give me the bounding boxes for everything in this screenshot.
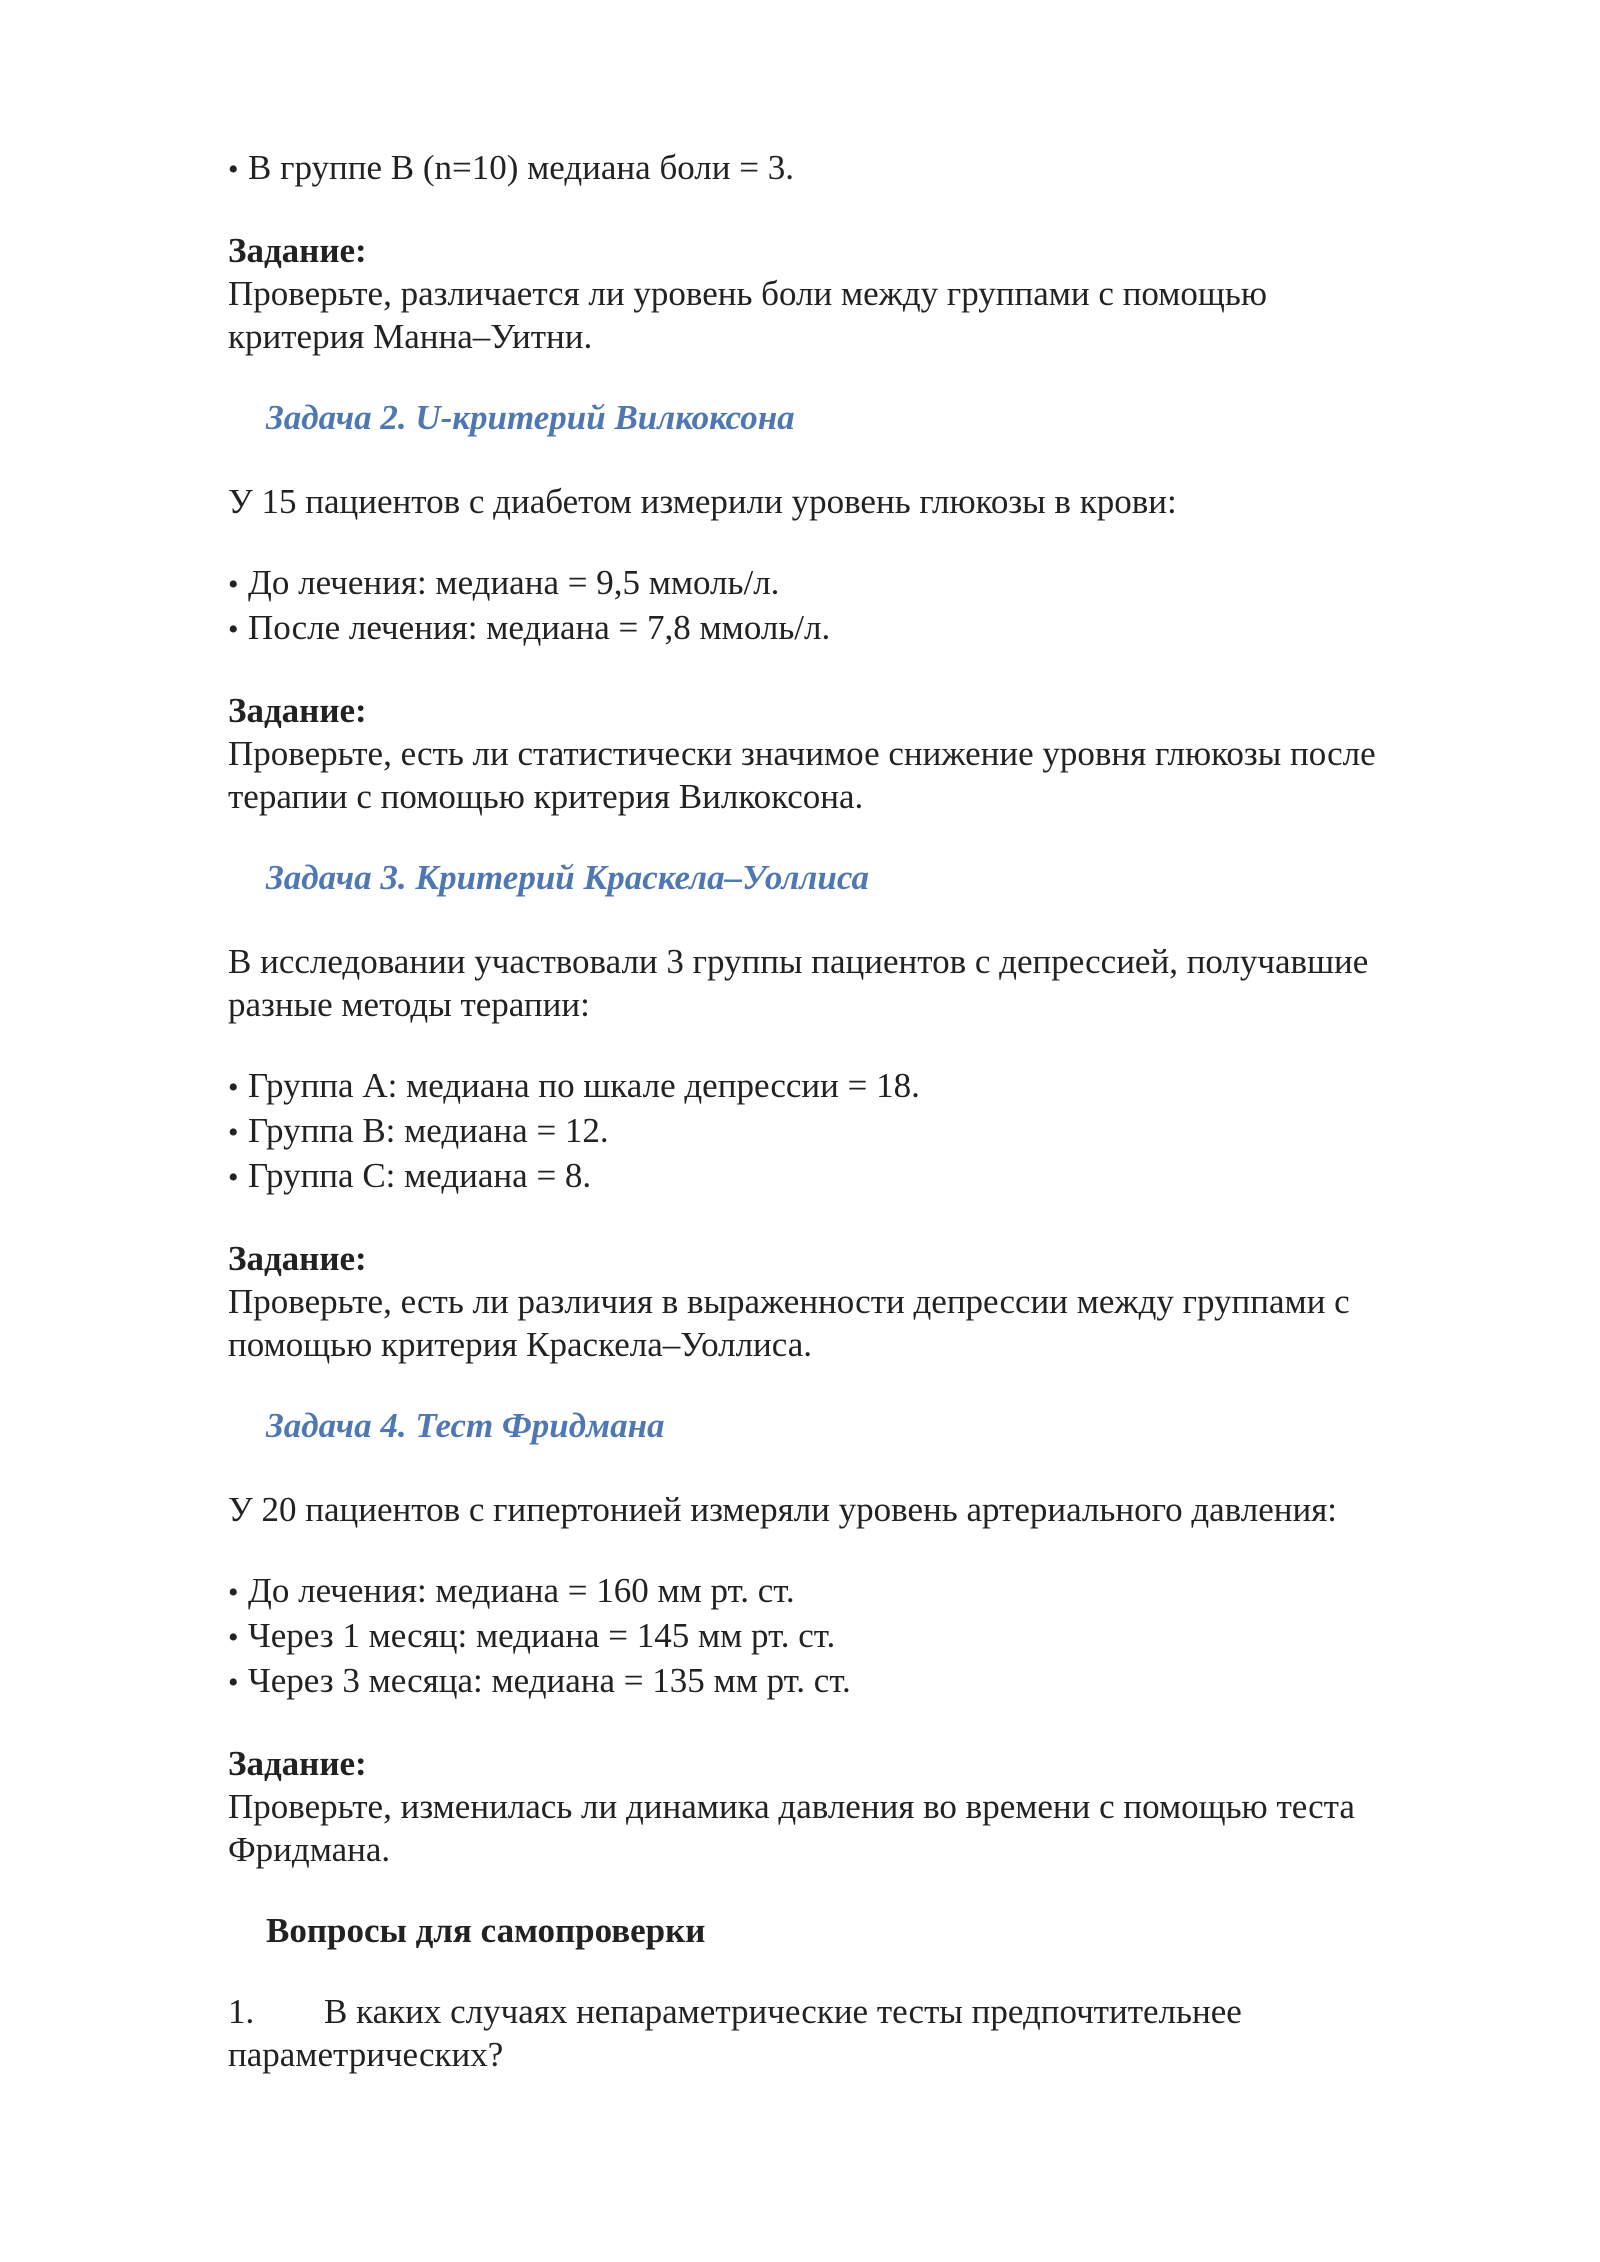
- bullet-icon: •: [228, 153, 239, 186]
- assignment-text: помощью критерия Краскела–Уоллиса.: [228, 1325, 813, 1364]
- bullet-icon: •: [228, 1071, 239, 1104]
- bullet-icon: •: [228, 1161, 239, 1194]
- task-3-description: разные методы терапии:: [228, 985, 590, 1024]
- list-item: • Группа С: медиана = 8.: [228, 1154, 1480, 1199]
- task-4-heading: Задача 4. Тест Фридмана: [266, 1406, 665, 1445]
- task-3-description: В исследовании участвовали 3 группы пациентов с депрессией, получавшие: [228, 942, 1369, 981]
- bullet-icon: •: [228, 1621, 239, 1654]
- task-2-description: У 15 пациентов с диабетом измерили уровень глюкозы в крови:: [228, 482, 1177, 521]
- assignment-text: Проверьте, есть ли различия в выраженности депрессии между группами с: [228, 1282, 1350, 1321]
- question-item: [228, 1990, 1480, 2033]
- list-item: • В группе В (n=10) медиана боли = 3.: [228, 146, 1480, 191]
- list-item: • Группа А: медиана по шкале депрессии = 18.: [228, 1064, 1480, 1109]
- list-item: • Группа В: медиана = 12.: [228, 1109, 1480, 1154]
- list-item: • Через 3 месяца: медиана = 135 мм рт. ст.: [228, 1659, 1480, 1704]
- assignment-label: Задание:: [228, 1239, 367, 1278]
- self-check-heading: Вопросы для самопроверки: [266, 1911, 706, 1950]
- bullet-icon: •: [228, 568, 239, 601]
- list-item: • До лечения: медиана = 9,5 ммоль/л.: [228, 561, 1480, 606]
- bullet-icon: •: [228, 1116, 239, 1149]
- assignment-text: Проверьте, есть ли статистически значимое снижение уровня глюкозы после: [228, 734, 1376, 773]
- list-item: • Через 1 месяц: медиана = 145 мм рт. ст.: [228, 1614, 1480, 1659]
- task-4-description: У 20 пациентов с гипертонией измеряли уровень артериального давления:: [228, 1490, 1338, 1529]
- assignment-text: Проверьте, различается ли уровень боли между группами с помощью: [228, 274, 1267, 313]
- bullet-icon: •: [228, 1576, 239, 1609]
- assignment-text: Проверьте, изменилась ли динамика давления во времени с помощью теста: [228, 1787, 1355, 1826]
- list-item: • До лечения: медиана = 160 мм рт. ст.: [228, 1569, 1480, 1614]
- list-item: • После лечения: медиана = 7,8 ммоль/л.: [228, 606, 1480, 651]
- question-text-continued: параметрических?: [228, 2035, 504, 2074]
- question-number: 1.: [228, 1992, 255, 2031]
- task-3-heading: Задача 3. Критерий Краскела–Уоллиса: [266, 858, 869, 897]
- assignment-label: Задание:: [228, 691, 367, 730]
- bullet-icon: •: [228, 1666, 239, 1699]
- bullet-icon: •: [228, 613, 239, 646]
- assignment-label: Задание:: [228, 1744, 367, 1783]
- assignment-text: терапии с помощью критерия Вилкоксона.: [228, 777, 864, 816]
- assignment-text: критерия Манна–Уитни.: [228, 317, 593, 356]
- task-2-heading: Задача 2. U-критерий Вилкоксона: [266, 398, 795, 437]
- question-text: В каких случаях непараметрические тесты предпочтительнее: [324, 1992, 1242, 2031]
- assignment-text: Фридмана.: [228, 1830, 391, 1869]
- assignment-label: Задание:: [228, 231, 367, 270]
